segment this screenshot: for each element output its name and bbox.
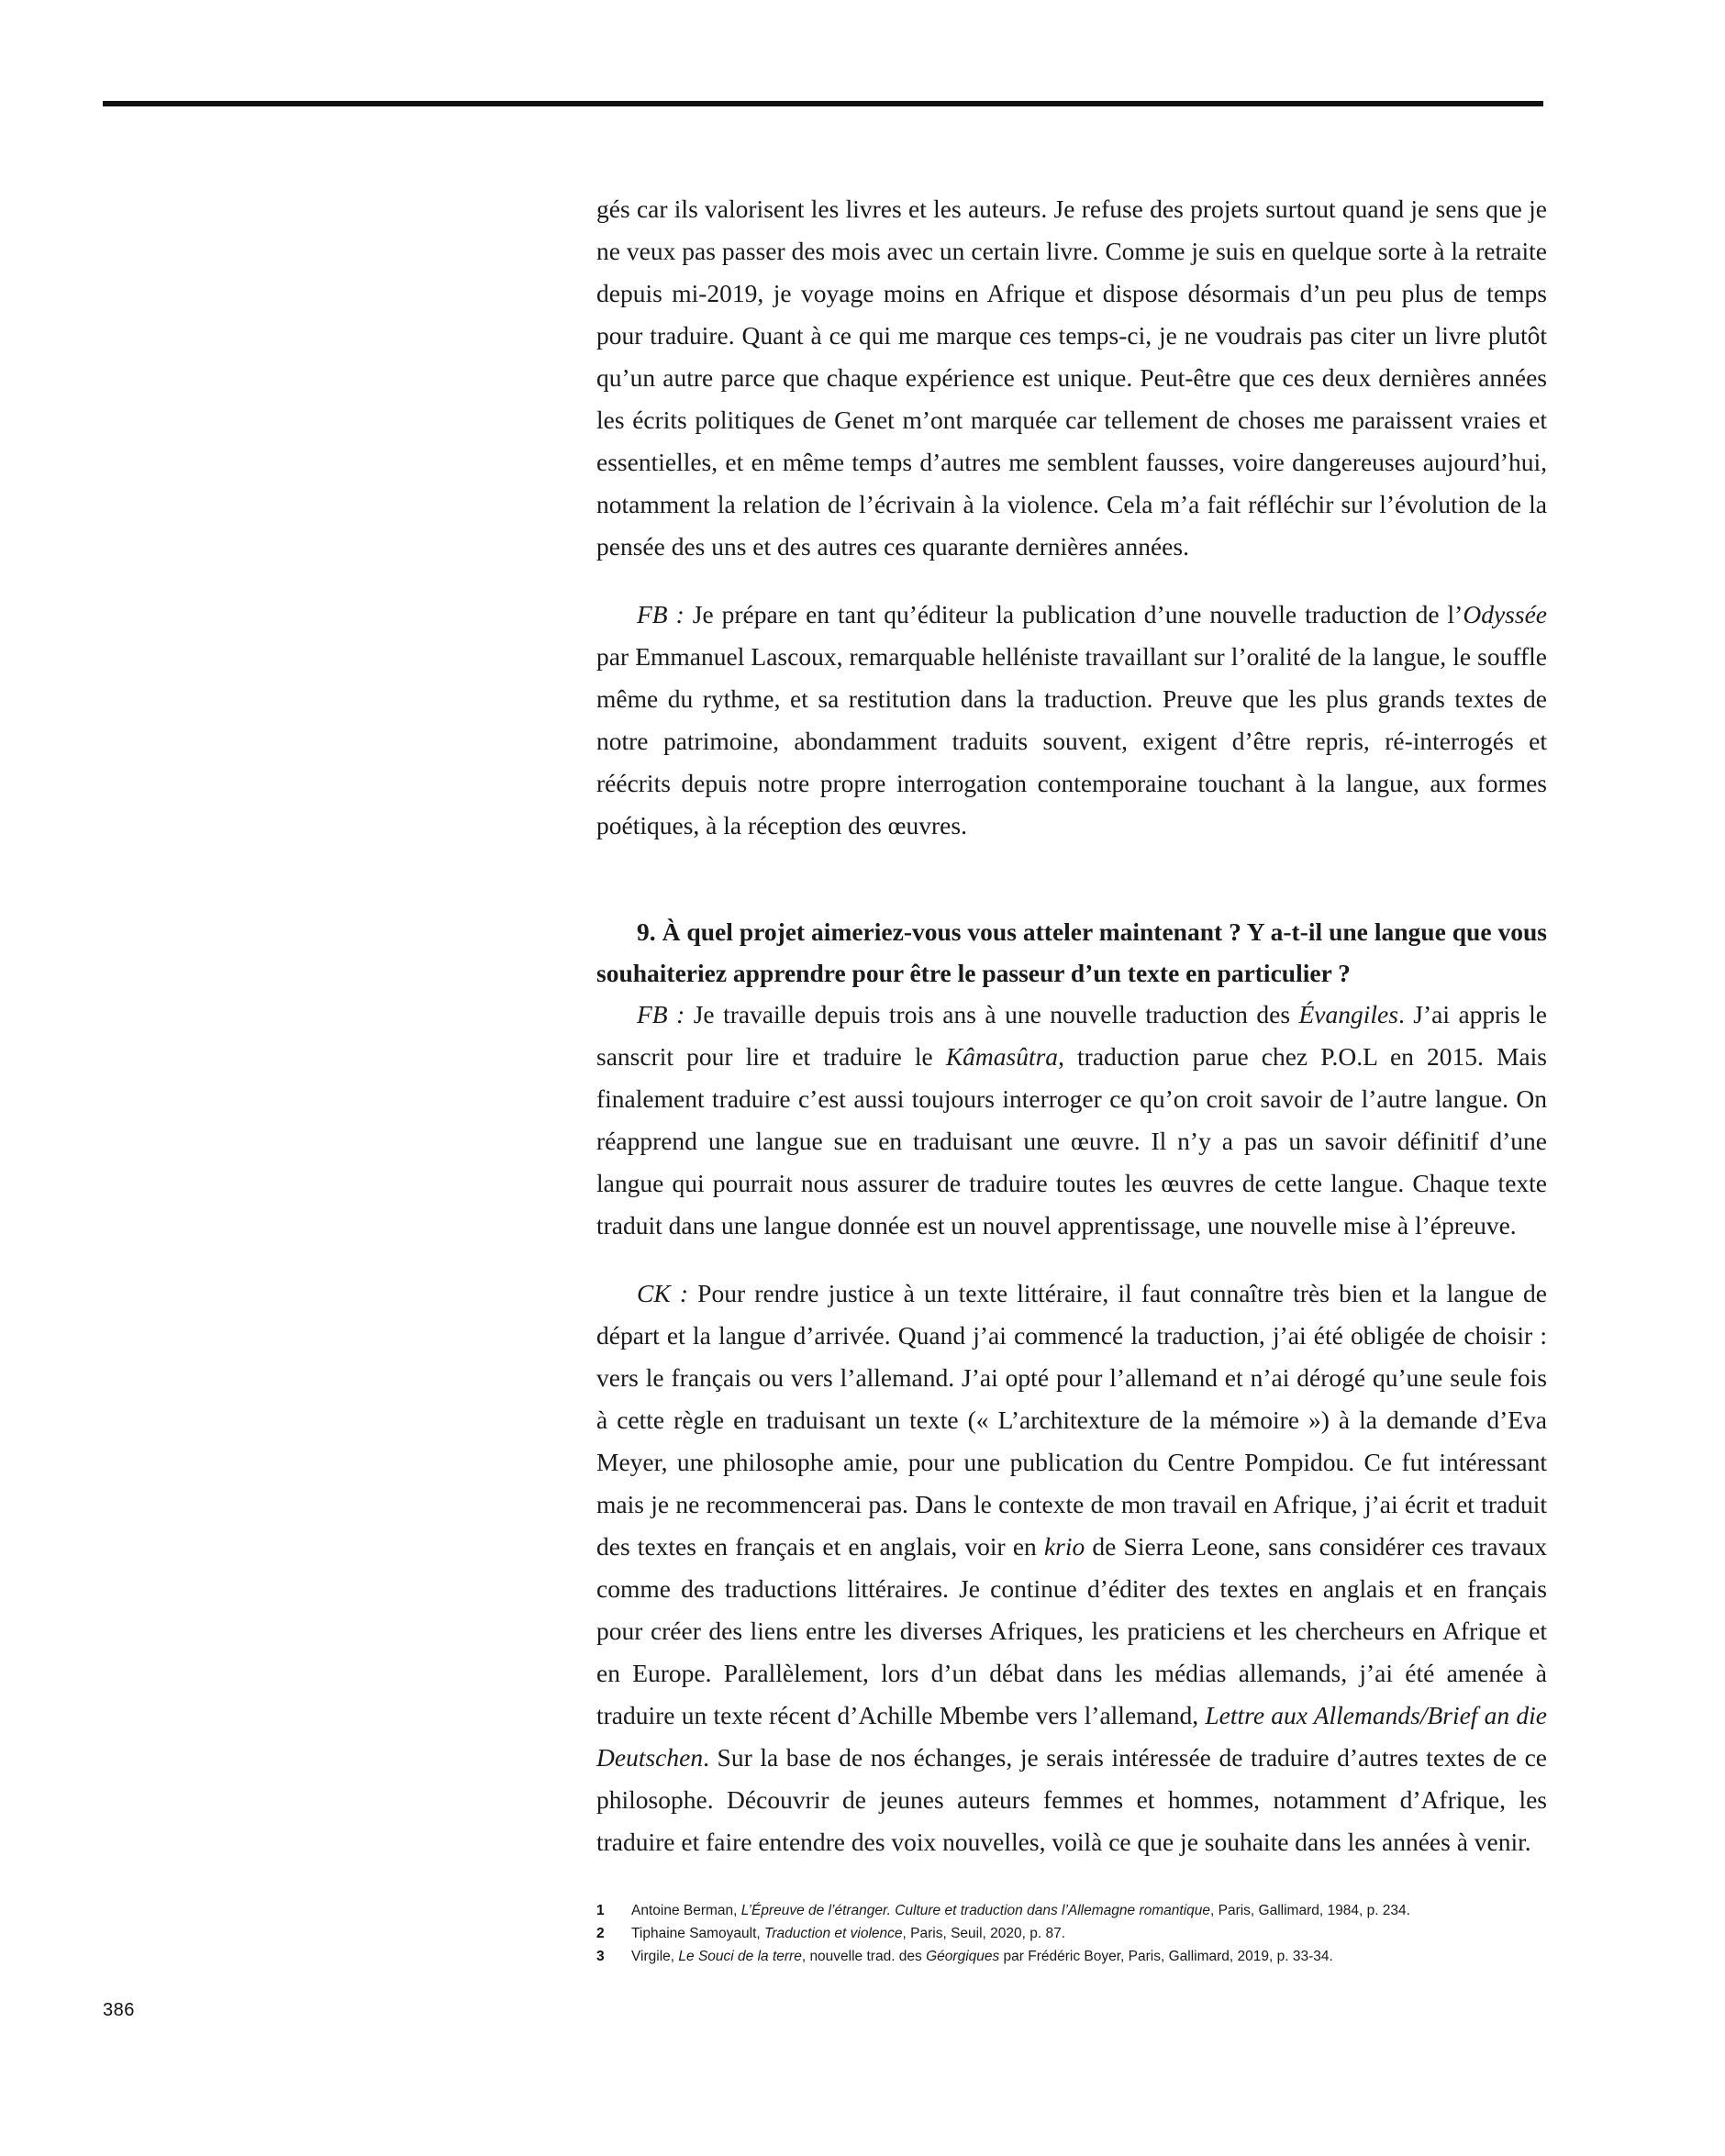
paragraph-text-a: Pour rendre justice à un texte littéraire, il faut connaître très bien et la langue de départ et la langue d’arrivée. Quand j’ai commencé la traduction, j’ai été obligée de choisir : vers le français ou vers l’allemand. J’ai opté pour l’allemand et n’ai dérogé qu’une seule fois à cette règle en traduisant un texte (« L’architexture de la mémoire ») à la demande d’Eva Meyer, une philosophe amie, pour une publication du Centre Pompidou. Ce fut intéressant mais je ne recommencerai pas. Dans le contexte de mon travail en Afrique, j’ai écrit et traduit des textes en français et en anglais, voir en	[596, 1279, 1548, 1561]
footnote-title: L’Épreuve de l’étranger. Culture et traduction dans l’Allemagne romantique	[740, 1903, 1210, 1918]
paragraph-ck-response	[596, 1272, 1547, 1863]
book-title-odyssee: Odyssée	[1463, 600, 1547, 628]
footnote-post: , nouvelle trad. des	[801, 1949, 927, 1964]
footnote-post-secondary: par Frédéric Boyer, Paris, Gallimard, 2019, p. 33-34.	[999, 1949, 1333, 1964]
footnote-post: , Paris, Gallimard, 1984, p. 234.	[1210, 1903, 1410, 1918]
footnote-text	[631, 1899, 1547, 1922]
page-number: 386	[103, 2000, 135, 2020]
footnote-title: Traduction et violence	[764, 1926, 903, 1941]
footnotes-block	[596, 1899, 1547, 1968]
footnote-3	[596, 1945, 1547, 1968]
page-body	[596, 188, 1547, 1863]
paragraph-text-c: . Sur la base de nos échanges, je serais intéressée de traduire d’autres textes de ce philosophe. Découvrir de jeunes auteurs femmes et hommes, notamment d’Afrique, les traduire et faire entendre des voix nouvelles, voilà ce que je souhaite dans les années à venir.	[596, 1743, 1547, 1856]
footnote-pre: Antoine Berman,	[631, 1903, 741, 1918]
footnote-post: , Paris, Seuil, 2020, p. 87.	[902, 1926, 1066, 1941]
speaker-initials-ck: CK :	[637, 1279, 689, 1307]
book-title-kamasutra: Kâmasûtra	[945, 1042, 1059, 1071]
term-krio: krio	[1043, 1532, 1085, 1561]
footnote-text	[631, 1922, 1547, 1945]
footnote-text	[631, 1945, 1547, 1968]
paragraph-text: gés car ils valorisent les livres et les auteurs. Je refuse des projets surtout quand je sens que je ne veux pas passer des mois avec un certain livre. Comme je suis en quelque sorte à la retraite depuis mi-2019, je voyage moins en Afrique et dispose désormais d’un peu plus de temps pour traduire. Quant à ce qui me marque ces temps-ci, je ne voudrais pas citer un livre plutôt qu’un autre parce que chaque expérience est unique. Peut-être que ces deux dernières années les écrits politiques de Genet m’ont marquée car tellement de choses me paraissent vraies et essentielles, et en même temps d’autres me semblent fausses, voire dangereuses aujourd’hui, notamment la relation de l’écrivain à la violence. Cela m’a fait réfléchir sur l’évolution de la pensée des uns et des autres ces quarante dernières années.	[596, 194, 1547, 561]
question-text: À quel projet aimeriez-vous vous atteler maintenant ? Y a-t-il une langue que vous souhaiteriez apprendre pour être le passeur d’un texte en particulier ?	[596, 917, 1547, 987]
question-number: 9.	[637, 917, 656, 946]
footnote-title: Le Souci de la terre	[678, 1949, 802, 1964]
book-title-evangiles: Évangiles	[1298, 1000, 1398, 1028]
paragraph-text-b: de Sierra Leone, sans considérer ces travaux comme des traductions littéraires. Je continue d’éditer des textes en anglais et en français pour créer des liens entre les diverses Afriques, les praticiens et les chercheurs en Afrique et en Europe. Parallèlement, lors d’un débat dans les médias allemands, j’ai été amenée à traduire un texte récent d’Achille Mbembe vers l’allemand,	[596, 1532, 1547, 1729]
speaker-initials-fb-2: FB :	[637, 1000, 685, 1028]
footnote-1	[596, 1899, 1547, 1922]
footnote-2	[596, 1922, 1547, 1945]
paragraph-fb-odyssee	[596, 594, 1547, 847]
paragraph-text-c: , traduction parue chez P.O.L en 2015. Mais finalement traduire c’est aussi toujours interroger ce qu’on croit savoir de l’autre langue. On réapprend une langue sue en traduisant une œuvre. Il n’y a pas un savoir définitif d’une langue qui pourrait nous assurer de traduire toutes les œuvres de cette langue. Chaque texte traduit dans une langue donnée est un nouvel apprentissage, une nouvelle mise à l’épreuve.	[596, 1042, 1547, 1239]
footnote-pre: Virgile,	[631, 1949, 679, 1964]
paragraph-fb-evangiles	[596, 994, 1547, 1247]
paragraph-text-a: Je prépare en tant qu’éditeur la publication d’une nouvelle traduction de l’	[684, 600, 1463, 628]
header-rule	[103, 101, 1543, 106]
book-title-lettre-aux-allemands: Lettre aux Allemands/Brief an die Deutschen	[596, 1701, 1548, 1772]
paragraph-text-b: . J’ai appris le sanscrit pour lire et traduire le	[596, 1000, 1547, 1071]
paragraph-continuation	[596, 188, 1547, 568]
footnote-title-secondary: Géorgiques	[926, 1949, 1000, 1964]
footnote-pre: Tiphaine Samoyault,	[631, 1926, 765, 1941]
footnote-number: 2	[596, 1926, 605, 1941]
paragraph-text-a: Je travaille depuis trois ans à une nouvelle traduction des	[684, 1000, 1299, 1028]
question-heading	[596, 911, 1547, 994]
speaker-initials-fb: FB :	[637, 600, 684, 628]
paragraph-text-b: par Emmanuel Lascoux, remarquable helléniste travaillant sur l’oralité de la langue, le souffle même du rythme, et sa restitution dans la traduction. Preuve que les plus grands textes de notre patrimoine, abondamment traduits souvent, exigent d’être repris, ré-interrogés et réécrits depuis notre propre interrogation contemporaine touchant à la langue, aux formes poétiques, à la réception des œuvres.	[596, 642, 1547, 839]
footnote-number: 1	[596, 1903, 605, 1918]
footnote-number: 3	[596, 1949, 605, 1964]
